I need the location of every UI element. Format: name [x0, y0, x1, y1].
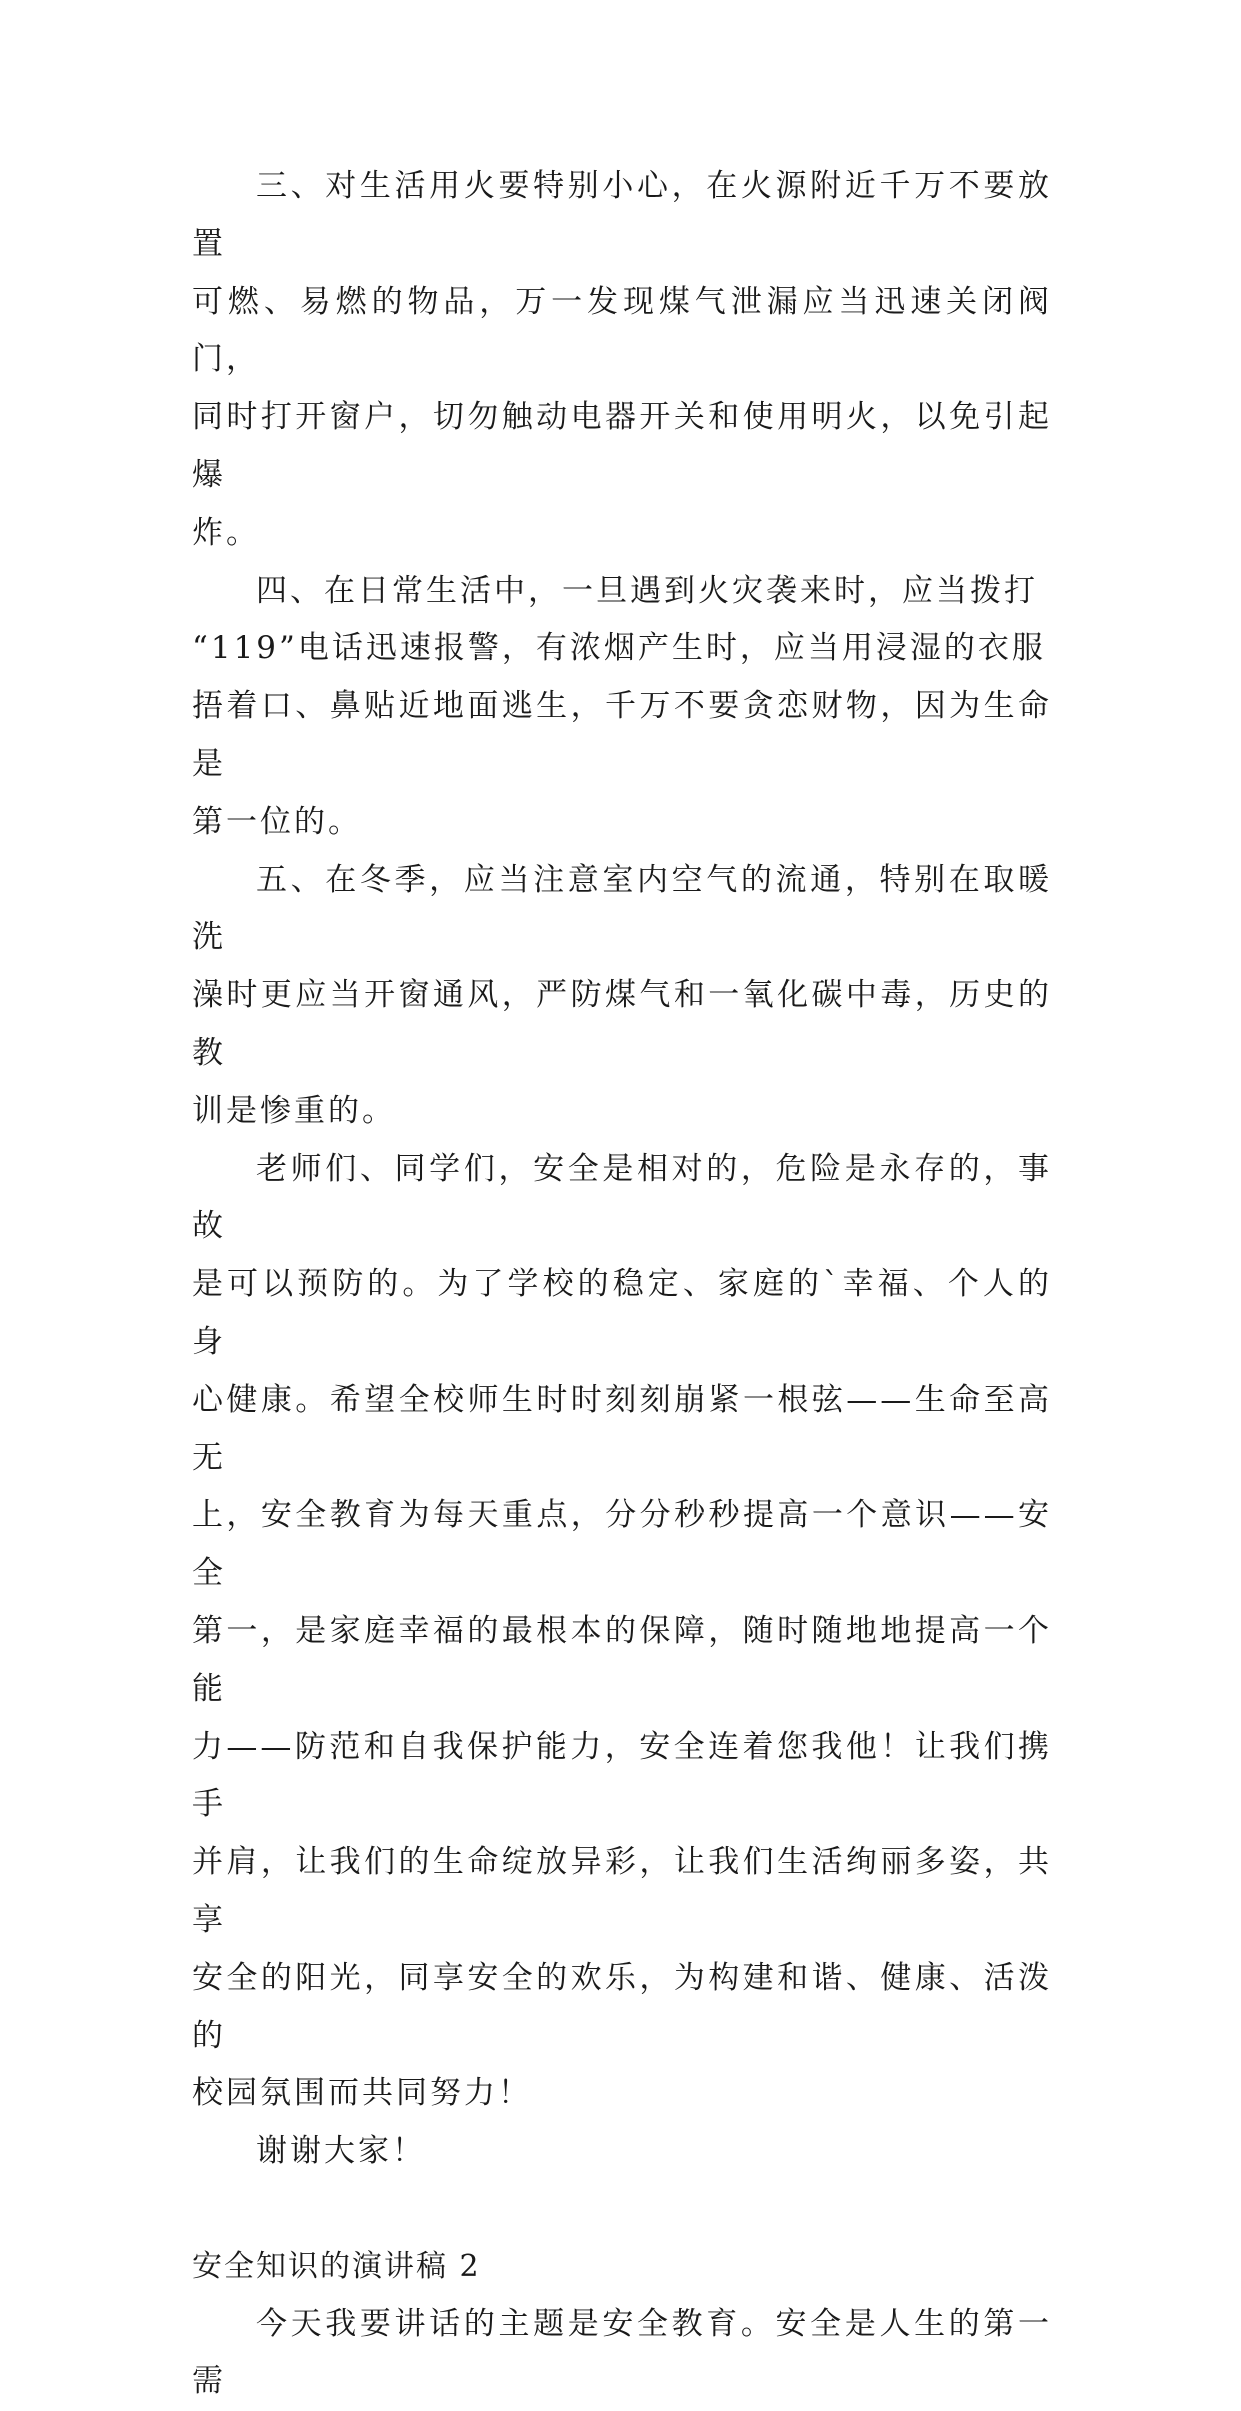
paragraph-line: 训是惨重的。 [192, 1092, 396, 1129]
paragraph-line: 炸。 [192, 514, 260, 551]
paragraph-line: 第一，是家庭幸福的最根本的保障，随时随地地提高一个能 [192, 1612, 1052, 1707]
paragraph-line: 五、在冬季，应当注意室内空气的流通，特别在取暖洗 [192, 861, 1052, 956]
paragraph-line: 上，安全教育为每天重点，分分秒秒提高一个意识——安全 [192, 1497, 1052, 1592]
paragraph-line: 三、对生活用火要特别小心，在火源附近千万不要放置 [192, 168, 1052, 262]
paragraph-line: 心健康。希望全校师生时时刻刻崩紧一根弦——生命至高无 [192, 1381, 1052, 1476]
paragraph-line: 力——防范和自我保护能力，安全连着您我他！让我们携手 [192, 1728, 1052, 1823]
paragraph-line: 可燃、易燃的物品，万一发现煤气泄漏应当迅速关闭阀门， [192, 283, 1052, 378]
paragraph-speech-intro [192, 2296, 1052, 2411]
paragraph-line: 今天我要讲话的主题是安全教育。安全是人生的第一需 [192, 2305, 1052, 2400]
paragraph-winter-ventilation [192, 852, 1052, 1141]
paragraph-line: “119”电话迅速报警，有浓烟产生时，应当用浸湿的衣服 [192, 630, 1046, 667]
section-title: 安全知识的演讲稿 2 [192, 2248, 481, 2284]
paragraph-thanks [192, 2123, 1052, 2181]
paragraph-line: 四、在日常生活中，一旦遇到火灾袭来时，应当拨打 [256, 572, 1038, 609]
paragraph-line: 校园氛围而共同努力！ [192, 2075, 532, 2112]
paragraph-line: 安全的阳光，同享安全的欢乐，为构建和谐、健康、活泼的 [192, 1959, 1052, 2054]
paragraph-fire-safety [192, 158, 1052, 563]
paragraph-line: 并肩，让我们的生命绽放异彩，让我们生活绚丽多姿，共享 [192, 1844, 1052, 1938]
paragraph-line: 同时打开窗户，切勿触动电器开关和使用明火，以免引起爆 [192, 399, 1052, 493]
paragraph-line: 老师们、同学们，安全是相对的，危险是永存的，事故 [192, 1150, 1052, 1245]
document-page [192, 158, 1052, 2411]
paragraph-line: 第一位的。 [192, 803, 362, 840]
paragraph-line: 澡时更应当开窗通风，严防煤气和一氧化碳中毒，历史的教 [192, 977, 1052, 1071]
paragraph-line: 捂着口、鼻贴近地面逃生，千万不要贪恋财物，因为生命是 [192, 688, 1052, 782]
paragraph-fire-emergency [192, 563, 1052, 852]
paragraph-line: 谢谢大家！ [256, 2133, 426, 2170]
section-spacer [192, 2181, 1052, 2238]
paragraph-closing-appeal [192, 1141, 1052, 2124]
paragraph-line: 是可以预防的。为了学校的稳定、家庭的`幸福、个人的身 [192, 1266, 1052, 1360]
